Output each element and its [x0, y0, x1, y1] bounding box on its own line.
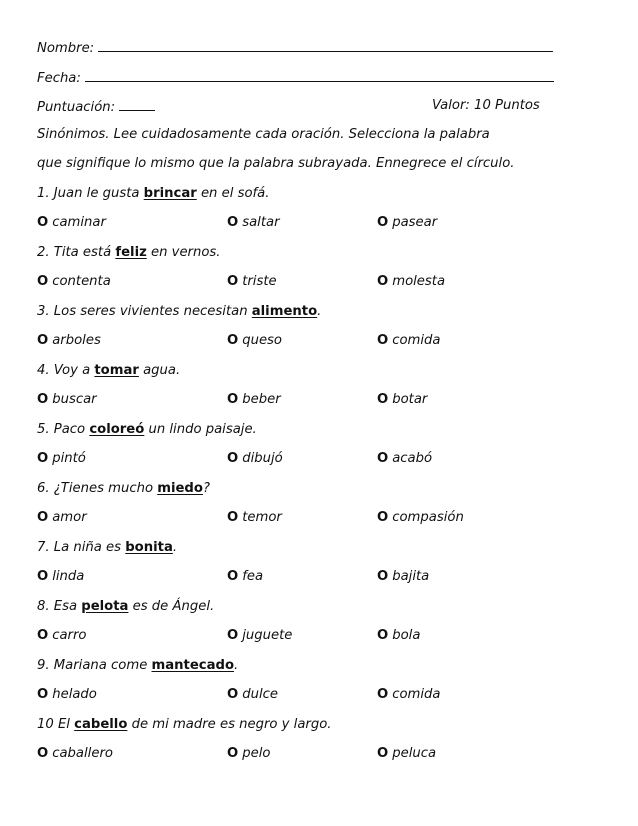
underlined-word: tomar — [94, 363, 139, 378]
question-6-option-3[interactable] — [377, 509, 464, 527]
question-text-before: 8. Esa — [37, 599, 82, 614]
question-5-option-3[interactable] — [377, 450, 432, 468]
circle-icon[interactable]: O — [227, 451, 239, 466]
question-7-option-2[interactable] — [227, 568, 263, 586]
circle-icon[interactable]: O — [377, 510, 389, 525]
nombre-blank[interactable] — [98, 38, 553, 52]
question-3-option-1[interactable] — [37, 332, 101, 350]
question-text-after: es de Ángel. — [128, 599, 215, 614]
option-label: beber — [242, 392, 281, 407]
question-9-option-3[interactable] — [377, 686, 441, 704]
question-6 — [37, 480, 210, 498]
circle-icon[interactable]: O — [37, 569, 49, 584]
question-1 — [37, 185, 269, 203]
question-1-option-2[interactable] — [227, 214, 280, 232]
option-label: comida — [392, 333, 441, 348]
option-label: carro — [52, 628, 87, 643]
puntuacion-label: Puntuación: — [37, 100, 116, 115]
question-10 — [37, 716, 331, 734]
question-7 — [37, 539, 177, 557]
question-10-option-2[interactable] — [227, 745, 270, 763]
question-9 — [37, 657, 238, 675]
question-2 — [37, 244, 220, 262]
question-1-option-3[interactable] — [377, 214, 437, 232]
option-label: caballero — [52, 746, 113, 761]
question-4-option-1[interactable] — [37, 391, 97, 409]
circle-icon[interactable]: O — [377, 569, 389, 584]
question-5-option-1[interactable] — [37, 450, 86, 468]
nombre-line — [37, 38, 553, 58]
question-text-after: . — [172, 540, 178, 555]
question-4-option-2[interactable] — [227, 391, 281, 409]
circle-icon[interactable]: O — [377, 274, 389, 289]
option-label: amor — [52, 510, 87, 525]
option-label: temor — [242, 510, 282, 525]
question-10-option-1[interactable] — [37, 745, 113, 763]
option-label: juguete — [242, 628, 293, 643]
puntuacion-line — [37, 97, 155, 117]
option-label: contenta — [52, 274, 111, 289]
question-3-option-3[interactable] — [377, 332, 441, 350]
valor-text: Valor: 10 Puntos — [432, 98, 540, 113]
question-text-after: en el sofá. — [196, 186, 270, 201]
question-text-after: en vernos. — [146, 245, 221, 260]
question-text-before: 2. Tita está — [37, 245, 116, 260]
option-label: bajita — [392, 569, 430, 584]
question-10-option-3[interactable] — [377, 745, 436, 763]
circle-icon[interactable]: O — [227, 628, 239, 643]
question-2-option-1[interactable] — [37, 273, 111, 291]
underlined-word: brincar — [143, 186, 197, 201]
question-text-after: agua. — [138, 363, 181, 378]
circle-icon[interactable]: O — [377, 687, 389, 702]
question-5 — [37, 421, 257, 439]
question-2-option-2[interactable] — [227, 273, 277, 291]
underlined-word: mantecado — [151, 658, 235, 673]
question-text-before: 6. ¿Tienes mucho — [37, 481, 158, 496]
circle-icon[interactable]: O — [227, 687, 239, 702]
question-7-option-3[interactable] — [377, 568, 429, 586]
question-8 — [37, 598, 214, 616]
option-label: triste — [242, 274, 277, 289]
circle-icon[interactable]: O — [37, 451, 49, 466]
circle-icon[interactable]: O — [227, 215, 239, 230]
circle-icon[interactable]: O — [37, 274, 49, 289]
option-label: dulce — [242, 687, 278, 702]
question-text-before: 7. La niña es — [37, 540, 126, 555]
circle-icon[interactable]: O — [227, 333, 239, 348]
instructions-line-2: que signifique lo mismo que la palabra subrayada. Ennegrece el círculo. — [37, 156, 515, 171]
circle-icon[interactable]: O — [227, 569, 239, 584]
option-label: fea — [242, 569, 264, 584]
option-label: caminar — [52, 215, 106, 230]
circle-icon[interactable]: O — [37, 392, 49, 407]
underlined-word: alimento — [251, 304, 318, 319]
option-label: comida — [392, 687, 441, 702]
fecha-blank[interactable] — [85, 68, 554, 82]
question-text-after: . — [317, 304, 322, 319]
option-label: dibujó — [242, 451, 283, 466]
option-label: compasión — [392, 510, 464, 525]
circle-icon[interactable]: O — [37, 746, 49, 761]
question-6-option-2[interactable] — [227, 509, 282, 527]
circle-icon[interactable]: O — [227, 392, 239, 407]
circle-icon[interactable]: O — [227, 274, 239, 289]
question-3-option-2[interactable] — [227, 332, 282, 350]
question-8-option-2[interactable] — [227, 627, 292, 645]
option-label: acabó — [392, 451, 433, 466]
question-text-before: 3. Los seres vivientes necesitan — [37, 304, 252, 319]
underlined-word: cabello — [74, 717, 128, 732]
question-9-option-1[interactable] — [37, 686, 97, 704]
nombre-label: Nombre: — [37, 41, 95, 56]
option-label: arboles — [52, 333, 101, 348]
question-text-after: ? — [202, 481, 210, 496]
underlined-word: pelota — [81, 599, 129, 614]
circle-icon[interactable]: O — [227, 510, 239, 525]
circle-icon[interactable]: O — [37, 510, 49, 525]
circle-icon[interactable]: O — [377, 392, 389, 407]
option-label: helado — [52, 687, 97, 702]
puntuacion-blank[interactable] — [119, 97, 155, 111]
fecha-label: Fecha: — [37, 71, 81, 86]
option-label: pintó — [52, 451, 86, 466]
question-text-before: 1. Juan le gusta — [37, 186, 144, 201]
option-label: saltar — [242, 215, 280, 230]
question-7-option-1[interactable] — [37, 568, 84, 586]
question-1-option-1[interactable] — [37, 214, 106, 232]
question-3 — [37, 303, 321, 321]
option-label: linda — [52, 569, 85, 584]
instructions-line-1: Sinónimos. Lee cuidadosamente cada oración. Selecciona la palabra — [37, 127, 490, 142]
question-text-before: 4. Voy a — [37, 363, 95, 378]
question-text-after: . — [234, 658, 239, 673]
circle-icon[interactable]: O — [37, 687, 49, 702]
underlined-word: coloreó — [89, 422, 145, 437]
circle-icon[interactable]: O — [37, 628, 49, 643]
option-label: molesta — [392, 274, 446, 289]
question-8-option-3[interactable] — [377, 627, 420, 645]
question-text-before: 10 El — [37, 717, 75, 732]
circle-icon[interactable]: O — [377, 628, 389, 643]
circle-icon[interactable]: O — [377, 333, 389, 348]
option-label: pelo — [242, 746, 271, 761]
option-label: peluca — [392, 746, 437, 761]
question-4 — [37, 362, 180, 380]
option-label: pasear — [392, 215, 438, 230]
question-6-option-1[interactable] — [37, 509, 87, 527]
question-text-after: un lindo paisaje. — [144, 422, 257, 437]
option-label: botar — [392, 392, 428, 407]
question-text-before: 5. Paco — [37, 422, 90, 437]
question-2-option-3[interactable] — [377, 273, 445, 291]
underlined-word: bonita — [125, 540, 173, 555]
option-label: queso — [242, 333, 283, 348]
circle-icon[interactable]: O — [37, 333, 49, 348]
underlined-word: feliz — [115, 245, 147, 260]
underlined-word: miedo — [157, 481, 203, 496]
circle-icon[interactable]: O — [377, 215, 389, 230]
circle-icon[interactable]: O — [227, 746, 239, 761]
circle-icon[interactable]: O — [377, 451, 389, 466]
option-label: buscar — [52, 392, 97, 407]
circle-icon[interactable]: O — [377, 746, 389, 761]
fecha-line — [37, 68, 554, 88]
option-label: bola — [392, 628, 421, 643]
question-text-after: de mi madre es negro y largo. — [127, 717, 332, 732]
circle-icon[interactable]: O — [37, 215, 49, 230]
question-9-option-2[interactable] — [227, 686, 278, 704]
question-4-option-3[interactable] — [377, 391, 427, 409]
question-text-before: 9. Mariana come — [37, 658, 152, 673]
question-5-option-2[interactable] — [227, 450, 283, 468]
question-8-option-1[interactable] — [37, 627, 86, 645]
